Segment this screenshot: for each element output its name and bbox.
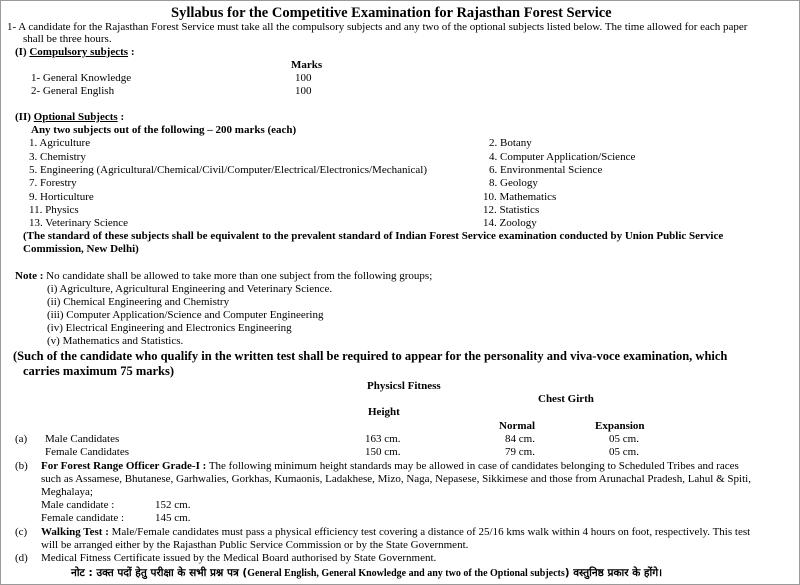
compulsory-marks-2: 100 <box>295 85 312 97</box>
optional-subject: 14. Zoology <box>483 217 537 229</box>
item-marker: (b) <box>15 460 28 472</box>
optional-subject: 8. Geology <box>489 177 538 189</box>
compulsory-heading: (I) Compulsory subjects : <box>15 46 135 58</box>
note-group: (v) Mathematics and Statistics. <box>47 335 184 347</box>
compulsory-marks-1: 100 <box>295 72 312 84</box>
fitness-expansion: 05 cm. <box>609 446 639 458</box>
standard-note-line-2: Commission, New Delhi) <box>23 243 139 255</box>
fitness-normal: 84 cm. <box>505 433 535 445</box>
optional-heading: (II) Optional Subjects : <box>15 111 125 123</box>
optional-subject: 10. Mathematics <box>483 191 557 203</box>
intro-line-1: 1- A candidate for the Rajasthan Forest Service must take all the compulsory subjects and any two of the optional subjects listed below. The time allowed for each paper <box>7 21 748 33</box>
optional-subject: 11. Physics <box>29 204 79 216</box>
note-group: (iii) Computer Application/Science and Computer Engineering <box>47 309 324 321</box>
male-candidate-label: Male candidate : <box>41 499 115 511</box>
fitness-row-label: Female Candidates <box>45 446 130 458</box>
item-d-text: Medical Fitness Certificate issued by the Medical Board authorised by State Government. <box>41 552 437 564</box>
female-candidate-label: Female candidate : <box>41 512 125 524</box>
optional-subject: 3. Chemistry <box>29 151 86 163</box>
item-c-line-2: will be arranged either by the Rajasthan Public Service Commission or by the State Government. <box>41 539 469 551</box>
note-group: (iv) Electrical Engineering and Electronics Engineering <box>47 322 292 334</box>
note-line: Note : No candidate shall be allowed to take more than one subject from the following groups; <box>15 270 433 282</box>
page-title: Syllabus for the Competitive Examination for Rajasthan Forest Service <box>171 5 612 21</box>
height-header: Height <box>368 406 400 418</box>
item-c-line-1: Walking Test : Male/Female candidates must pass a physical efficiency test covering a distance of 25/16 kms walk within 4 hours on foot, respectively. This test <box>41 526 751 538</box>
note-group: (i) Agriculture, Agricultural Engineering and Veterinary Science. <box>47 283 333 295</box>
optional-subject: 12. Statistics <box>483 204 540 216</box>
optional-instruction: Any two subjects out of the following – 200 marks (each) <box>31 124 297 136</box>
chest-girth-header: Chest Girth <box>538 393 594 405</box>
optional-subject: 1. Agriculture <box>29 137 91 149</box>
item-marker: (a) <box>15 433 28 445</box>
optional-subject: 9. Horticulture <box>29 191 94 203</box>
expansion-header: Expansion <box>595 420 645 432</box>
optional-subject: 13. Veterinary Science <box>29 217 129 229</box>
item-b-line-1: For Forest Range Officer Grade-I : The following minimum height standards may be allowed in case of candidates belonging to Scheduled Tribes and races <box>41 460 739 472</box>
item-marker: (d) <box>15 552 28 564</box>
fitness-height: 150 cm. <box>365 446 401 458</box>
normal-header: Normal <box>499 420 536 432</box>
intro-line-2: shall be three hours. <box>23 33 112 45</box>
fitness-expansion: 05 cm. <box>609 433 639 445</box>
optional-subject: 4. Computer Application/Science <box>489 151 636 163</box>
female-candidate-value: 145 cm. <box>155 512 191 524</box>
male-candidate-value: 152 cm. <box>155 499 191 511</box>
item-marker: (c) <box>15 526 28 538</box>
item-b-line-2: such as Assamese, Bhutanese, Garhwalies, Gorkhas, Kumaonis, Ladakhese, Mizo, Naga, Nepasese, Sikkimese and those from Arunachal Pradesh, Lahul & Spiti, <box>41 473 751 485</box>
optional-subject: 5. Engineering (Agricultural/Chemical/Civil/Computer/Electrical/Electronics/Mechanical) <box>29 164 428 176</box>
optional-subject: 7. Forestry <box>29 177 77 189</box>
optional-subject: 6. Environmental Science <box>489 164 603 176</box>
fitness-title: Physicsl Fitness <box>367 380 441 392</box>
footer-note: नोट : उक्त पदों हेतु परीक्षा के सभी प्रश्न पत्र (General English, General Knowledge and any two of the Optional subjects) वस्तुनिष्ठ प्रकार के होंगे। <box>71 567 663 579</box>
fitness-height: 163 cm. <box>365 433 401 445</box>
standard-note-line-1: (The standard of these subjects shall be equivalent to the prevalent standard of Indian Forest Service examination conducted by Union Public Service <box>23 230 724 242</box>
fitness-normal: 79 cm. <box>505 446 535 458</box>
viva-line-1: (Such of the candidate who qualify in the written test shall be required to appear for the personality and viva-voce examination, which <box>13 349 728 363</box>
note-group: (ii) Chemical Engineering and Chemistry <box>47 296 230 308</box>
viva-line-2: carries maximum 75 marks) <box>23 364 175 378</box>
compulsory-subject-1: 1- General Knowledge <box>31 72 132 84</box>
fitness-row-label: Male Candidates <box>45 433 120 445</box>
optional-subject: 2. Botany <box>489 137 532 149</box>
marks-header: Marks <box>291 59 323 71</box>
compulsory-subject-2: 2- General English <box>31 85 115 97</box>
item-b-line-3: Meghalaya; <box>41 486 93 498</box>
